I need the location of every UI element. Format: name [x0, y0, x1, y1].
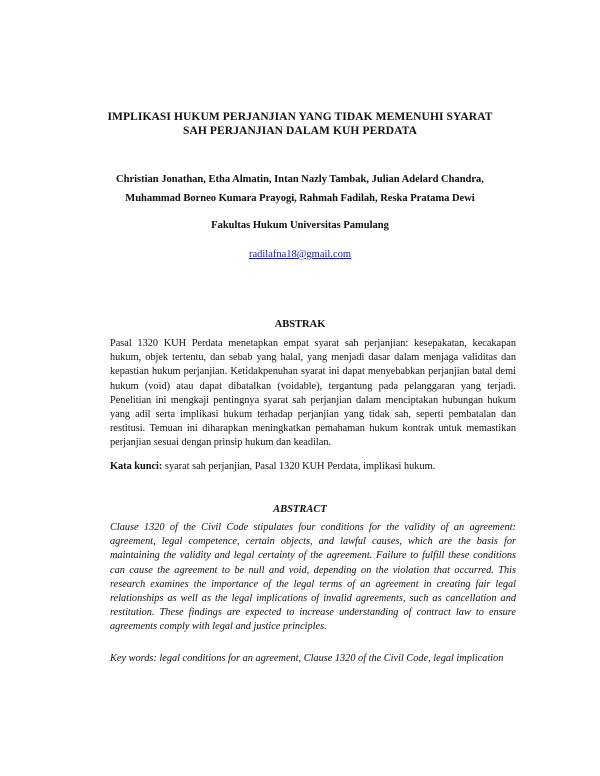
abstract-heading: ABSTRACT [273, 504, 327, 515]
title-line-1: IMPLIKASI HUKUM PERJANJIAN YANG TIDAK MEMENUHI SYARAT [107, 111, 493, 123]
author-list [0, 170, 600, 208]
abstract-body: Clause 1320 of the Civil Code stipulates four conditions for the validity of an agreement: agreement, legal competence, certain objects, and lawful causes, which are the basis for maintaining the validity and legal certainty of the agreement. Failure to fulfill these conditions can cause the agreement to be null and void, depending on the violation that occurred. This research examines the importance of the legal terms of an agreement in creating fair legal relationships as well as the legal implications of invalid agreements, such as cancellation and restitution. These findings are expected to increase understanding of contract law to ensure agreements comply with legal and justice principles. [110, 522, 516, 633]
kata-kunci [110, 460, 516, 474]
paper-title [0, 110, 600, 138]
authors-line-1: Christian Jonathan, Etha Almatin, Intan Nazly Tambak, Julian Adelard Chandra, [116, 174, 484, 185]
kata-kunci-text: syarat sah perjanjian, Pasal 1320 KUH Perdata, implikasi hukum. [162, 461, 436, 472]
authors-line-2: Muhammad Borneo Kumara Prayogi, Rahmah Fadilah, Reska Pratama Dewi [125, 193, 475, 204]
affiliation: Fakultas Hukum Universitas Pamulang [211, 220, 389, 231]
email-link[interactable]: radilafna18@gmail.com [248, 249, 352, 260]
kata-kunci-label: Kata kunci: [110, 461, 163, 472]
email-block [0, 249, 600, 260]
abstrak-heading: ABSTRAK [274, 319, 326, 330]
key-words: Key words: legal conditions for an agreement, Clause 1320 of the Civil Code, legal implication [110, 653, 504, 664]
title-line-2: SAH PERJANJIAN DALAM KUH PERDATA [182, 125, 418, 137]
abstrak-body: Pasal 1320 KUH Perdata menetapkan empat syarat sah perjanjian: kesepakatan, kecakapan hukum, objek tertentu, dan sebab yang halal, yang menjadi dasar dalam menjaga validitas dan kepastian hukum perjanjian. Ketidakpenuhan syarat ini dapat menyebabkan perjanjian batal demi hukum (void) atau dapat dibatalkan (voidable), tergantung pada pelanggaran yang terjadi. Penelitian ini mengkaji pentingnya syarat sah perjanjian dalam menciptakan hubungan hukum yang adil serta implikasi hukum terhadap perjanjian yang tidak sah, seperti pembatalan dan restitusi. Temuan ini diharapkan meningkatkan pemahaman hukum kontrak untuk memastikan perjanjian sesuai dengan prinsip hukum dan keadilan. [110, 338, 516, 449]
